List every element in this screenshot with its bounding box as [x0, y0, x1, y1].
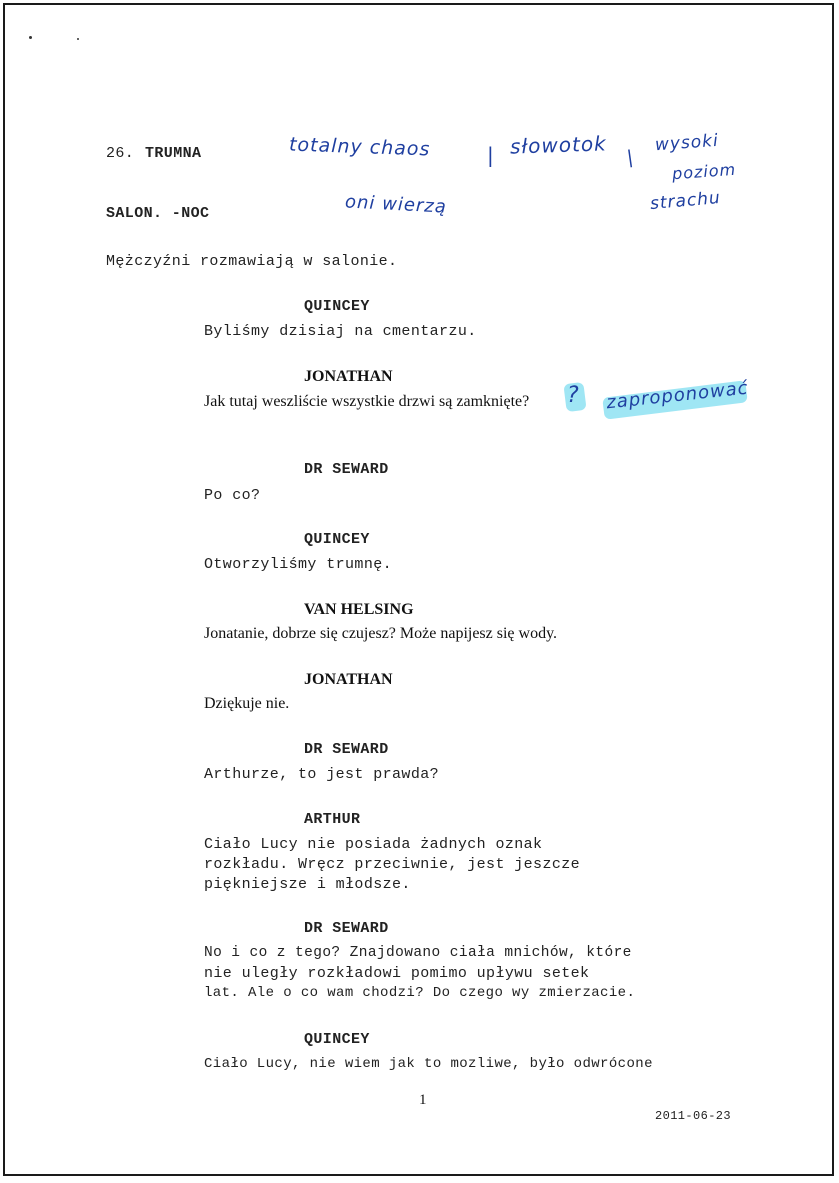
speaker-name: ARTHUR	[304, 811, 361, 828]
dialogue-line: nie uległy rozkładowi pomimo upływu setek	[204, 965, 590, 982]
dialogue-line: Dziękuje nie.	[204, 695, 290, 712]
dialogue-line: lat. Ale o co wam chodzi? Do czego wy zmierzacie.	[204, 985, 636, 1001]
handwritten-note: wysoki	[654, 130, 720, 156]
handwritten-note: poziom	[671, 159, 737, 184]
handwritten-separator: |	[625, 146, 636, 169]
dialogue-line: Arthurze, to jest prawda?	[204, 766, 440, 783]
handwritten-note: słowotok	[509, 131, 608, 159]
page-number: 1	[419, 1092, 427, 1108]
scene-number: 26.	[106, 145, 135, 162]
handwritten-note: totalny chaos	[288, 133, 431, 161]
speaker-name: QUINCEY	[304, 531, 370, 548]
handwritten-separator: |	[487, 143, 495, 167]
speaker-name: DR SEWARD	[304, 461, 389, 478]
page-date: 2011-06-23	[655, 1109, 732, 1123]
action-line: Mężczyźni rozmawiają w salonie.	[106, 253, 398, 270]
speaker-name: JONATHAN	[304, 671, 393, 688]
dialogue-line: No i co z tego? Znajdowano ciała mnichów, które	[204, 945, 632, 961]
dialogue-line: Ciało Lucy, nie wiem jak to mozliwe, było odwrócone	[204, 1056, 653, 1072]
dialogue-line: piękniejsze i młodsze.	[204, 876, 411, 893]
speaker-name: QUINCEY	[304, 1031, 370, 1048]
handwritten-note: oni wierzą	[344, 191, 448, 218]
dialogue-line: Po co?	[204, 487, 261, 504]
speaker-name: JONATHAN	[304, 368, 393, 385]
speaker-name: VAN HELSING	[304, 601, 414, 618]
dialogue-line: Ciało Lucy nie posiada żadnych oznak	[204, 836, 543, 853]
dialogue-line: Byliśmy dzisiaj na cmentarzu.	[204, 323, 477, 340]
scene-title: TRUMNA	[145, 145, 202, 162]
dialogue-line: rozkładu. Wręcz przeciwnie, jest jeszcze	[204, 856, 581, 873]
scene-heading: SALON. -NOC	[106, 205, 210, 222]
handwritten-note: ?	[567, 383, 580, 408]
dialogue-line: Otworzyliśmy trumnę.	[204, 556, 393, 573]
handwritten-note: strachu	[649, 187, 722, 215]
handwritten-note: zaproponować	[605, 377, 750, 414]
speaker-name: DR SEWARD	[304, 741, 389, 758]
speaker-name: QUINCEY	[304, 298, 370, 315]
speaker-name: DR SEWARD	[304, 920, 389, 937]
stray-mark	[29, 36, 32, 39]
dialogue-line: Jonatanie, dobrze się czujesz? Może napijesz się wody.	[204, 625, 558, 642]
dialogue-line: Jak tutaj weszliście wszystkie drzwi są zamknięte?	[204, 393, 530, 410]
stray-mark	[77, 38, 79, 40]
script-page	[3, 3, 834, 1176]
